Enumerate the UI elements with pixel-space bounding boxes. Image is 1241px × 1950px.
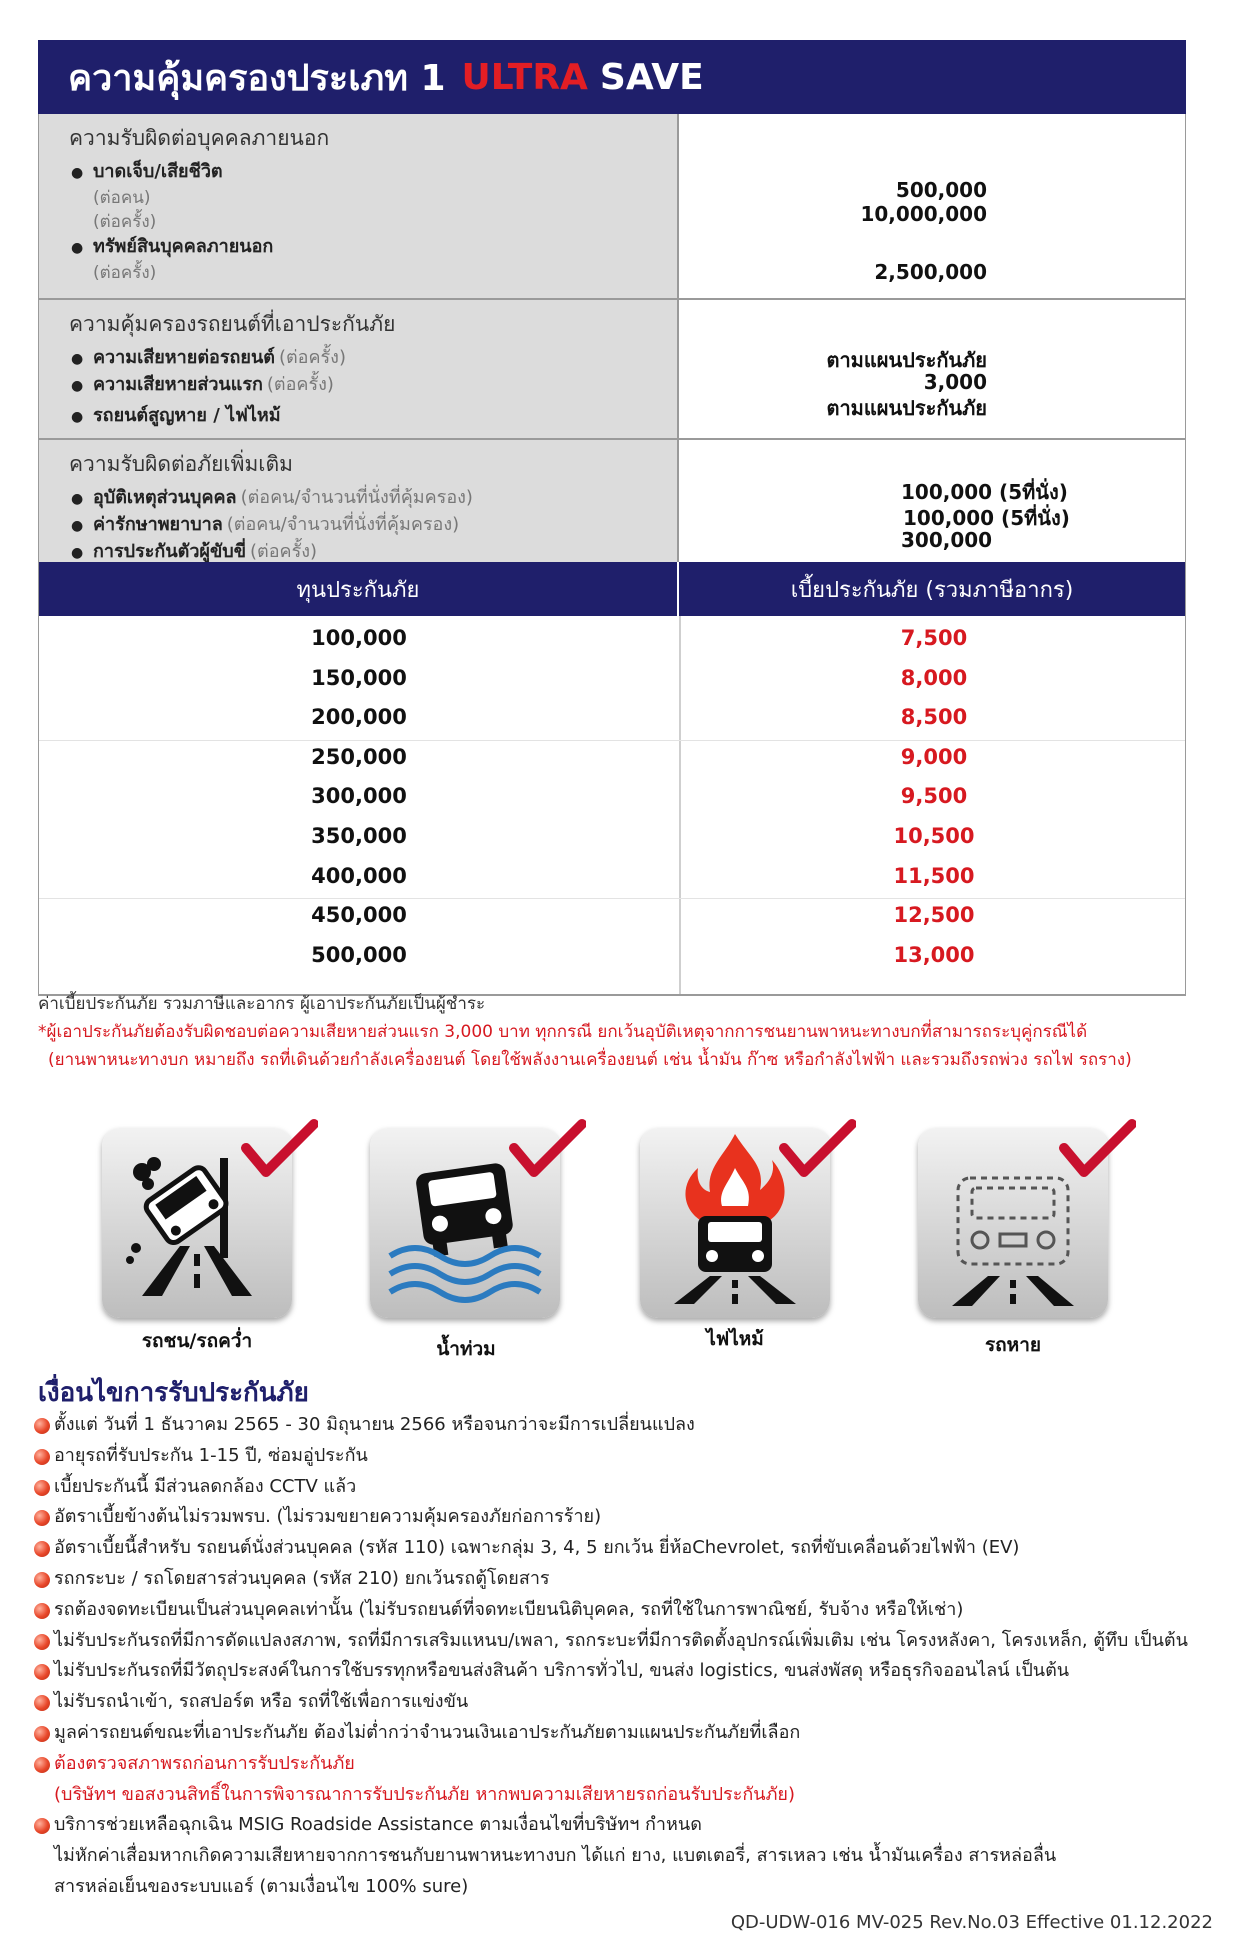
- damage-label: ความเสียหายต่อรถยนต์: [93, 347, 275, 368]
- section-title: ความคุ้มครองรถยนต์ที่เอาประกันภัย: [69, 312, 396, 336]
- premium-cell: 9,500: [900, 784, 968, 809]
- tax-note: ค่าเบี้ยประกันภัย รวมภาษีและอากร ผู้เอาประกันภัยเป็นผู้ชำระ: [38, 994, 486, 1014]
- injury-per-time-value: 10,000,000: [860, 202, 987, 226]
- condition-item: [34, 1595, 1229, 1626]
- sum-insured-cell: 150,000: [311, 665, 407, 690]
- property-label: ทรัพย์สินบุคคลภายนอก: [93, 236, 274, 257]
- sum-insured-cell: 100,000: [311, 626, 407, 650]
- condition-continuation: สารหล่อเย็นของระบบแอร์ (ตามเงื่อนไข 100% sure): [54, 1875, 469, 1897]
- premium-table-header: [39, 562, 1185, 616]
- bullet-icon: ●: [71, 240, 84, 256]
- row-group-divider: [39, 740, 1185, 741]
- premium-cell: 12,500: [893, 903, 975, 928]
- bullet-icon: ●: [71, 491, 84, 507]
- condition-item: [34, 1718, 1229, 1749]
- bullet-icon: ●: [71, 165, 84, 181]
- damage-per: (ต่อครั้ง): [278, 347, 346, 368]
- sum-insured-cell: 350,000: [311, 824, 407, 848]
- premium-cell: 7,500: [900, 626, 968, 650]
- theft-label: รถหาย: [984, 1334, 1042, 1356]
- condition-item: [34, 1656, 1229, 1687]
- condition-text: ตั้งแต่ วันที่ 1 ธันวาคม 2565 - 30 มิถุนายน 2566 หรือจนกว่าจะมีการเปลี่ยนแปลง: [54, 1414, 695, 1435]
- header-save: SAVE: [599, 56, 704, 98]
- premium-cell: 8,500: [900, 705, 968, 730]
- bullet-icon: ●: [71, 545, 84, 561]
- premium-cell: 9,000: [900, 744, 968, 769]
- condition-item: [34, 1810, 1229, 1841]
- condition-item: [34, 1533, 1229, 1564]
- bullet-icon: ●: [71, 351, 84, 367]
- sum-insured-cell: 400,000: [311, 863, 407, 888]
- bullet-icon: [34, 1603, 50, 1619]
- condition-text: เบี้ยประกันนี้ มีส่วนลดกล้อง CCTV แล้ว: [54, 1475, 357, 1497]
- flood-label: น้ำท่วม: [436, 1338, 496, 1360]
- premium-cell: 8,000: [900, 665, 968, 690]
- medical-per: (ต่อคน/จำนวนที่นั่งที่คุ้มครอง): [226, 514, 460, 535]
- condition-text: อายุรถที่รับประกัน 1-15 ปี, ซ่อมอู่ประกัน: [54, 1444, 368, 1466]
- header-title: ความคุ้มครองประเภท 1: [68, 57, 446, 99]
- crash-label: รถชน/รถคว่ำ: [141, 1330, 253, 1352]
- checkmark-icon: [240, 1118, 318, 1180]
- checkmark-icon: [778, 1118, 856, 1180]
- condition-text: มูลค่ารถยนต์ขณะที่เอาประกันภัย ต้องไม่ต่ำกว่าจำนวนเงินเอาประกันภัยตามแผนประกันภัยที่เลือก: [54, 1721, 801, 1743]
- theft-label: รถยนต์สูญหาย / ไฟไหม้: [93, 405, 281, 426]
- pa-per: (ต่อคน/จำนวนที่นั่งที่คุ้มครอง): [240, 487, 473, 508]
- premium-header: เบี้ยประกันภัย (รวมภาษีอากร): [790, 577, 1074, 603]
- checkmark-icon: [508, 1118, 586, 1180]
- bullet-icon: [34, 1572, 50, 1588]
- bullet-icon: [34, 1418, 50, 1434]
- vehicle-note: (ยานพาหนะทางบก หมายถึง รถที่เดินด้วยกำลังเครื่องยนต์ โดยใช้พลังงานเครื่องยนต์ เช่น น้ำมัน ก๊าซ หรือกำลังไฟฟ้า และรวมถึงรถพ่วง รถไฟ รถราง): [48, 1050, 1132, 1070]
- bail-label: การประกันตัวผู้ขับขี่: [93, 541, 247, 562]
- sum-insured-cell: 250,000: [311, 744, 407, 769]
- sum-insured-header: ทุนประกันภัย: [39, 562, 679, 616]
- sum-insured-cell: 300,000: [311, 784, 407, 809]
- condition-text: รถกระบะ / รถโดยสารส่วนบุคคล (รหัส 210) ยกเว้นรถตู้โดยสาร: [54, 1567, 550, 1589]
- bullet-icon: [34, 1695, 50, 1711]
- bullet-icon: [34, 1510, 50, 1526]
- per-person-note: (ต่อคน): [93, 188, 151, 208]
- condition-text: อัตราเบี้ยนี้สำหรับ รถยนต์นั่งส่วนบุคคล (รหัส 110) เฉพาะกลุ่ม 3, 4, 5 ยกเว้น ยี่ห้อChevrolet, รถที่ขับเคลื่อนด้วยไฟฟ้า (EV): [54, 1537, 1020, 1559]
- pa-label: อุบัติเหตุส่วนบุคคล: [93, 487, 237, 508]
- bullet-icon: [34, 1480, 50, 1496]
- bullet-icon: ●: [71, 409, 84, 425]
- injury-per-person-value: 500,000: [895, 178, 987, 202]
- pa-value: 100,000 (5ที่นั่ง): [901, 480, 1068, 504]
- medical-label: ค่ารักษาพยาบาล: [93, 514, 223, 535]
- sum-insured-cell: 500,000: [311, 942, 407, 967]
- bullet-icon: [34, 1818, 50, 1834]
- bullet-icon: [34, 1757, 50, 1773]
- premium-cell: 10,500: [893, 824, 975, 848]
- bullet-icon: [34, 1726, 50, 1742]
- theft-value: ตามแผนประกันภัย: [826, 396, 987, 420]
- condition-item: [34, 1687, 1229, 1718]
- own-damage-section: [39, 300, 1185, 440]
- condition-item: [34, 1472, 1229, 1503]
- notes: [38, 990, 1218, 1074]
- checkmark-icon: [1058, 1118, 1136, 1180]
- conditions-list: [34, 1410, 1229, 1903]
- condition-text: ไม่รับประกันรถที่มีวัตถุประสงค์ในการใช้บรรทุกหรือขนส่งสินค้า บริการทั่วไป, ขนส่ง logistics, ขนส่งพัสดุ หรือธุรกิจออนไลน์ เป็นต้น: [54, 1660, 1070, 1682]
- condition-text: รถต้องจดทะเบียนเป็นส่วนบุคคลเท่านั้น (ไม่รับรถยนต์ที่จดทะเบียนนิติบุคคล, รถที่ใช้ในการพาณิชย์, รับจ้าง หรือให้เช่า): [54, 1598, 964, 1620]
- fire-label: ไฟไหม้: [706, 1328, 764, 1350]
- sum-insured-cell: 450,000: [311, 903, 407, 928]
- premium-cell: 11,500: [893, 863, 975, 888]
- bail-value: 300,000: [901, 528, 993, 552]
- header-ultra: ULTRA: [461, 56, 588, 98]
- bullet-icon: [34, 1449, 50, 1465]
- condition-item: [34, 1502, 1229, 1533]
- condition-continuation: (บริษัทฯ ขอสงวนสิทธิ์ในการพิจารณาการรับประกันภัย หากพบความเสียหายรถก่อนรับประกันภัย): [54, 1783, 796, 1805]
- bullet-icon: [34, 1541, 50, 1557]
- additional-section: [39, 440, 1185, 562]
- property-per-note: (ต่อครั้ง): [93, 263, 157, 283]
- row-group-divider: [39, 898, 1185, 899]
- condition-item: [34, 1441, 1229, 1472]
- medical-value: 100,000 (5ที่นั่ง): [903, 506, 1070, 530]
- sum-insured-cell: 200,000: [311, 705, 407, 730]
- bullet-icon: [34, 1664, 50, 1680]
- premium-table: [38, 562, 1186, 996]
- coverage-table: [38, 114, 1186, 562]
- third-party-section: [39, 114, 1185, 300]
- bail-per: (ต่อครั้ง): [250, 541, 318, 562]
- section-title: ความรับผิดต่อภัยเพิ่มเติม: [69, 452, 293, 476]
- bullet-icon: [34, 1634, 50, 1650]
- page-header: [38, 40, 1186, 114]
- coverage-icons: [0, 1118, 1241, 1358]
- document-code: QD-UDW-016 MV-025 Rev.No.03 Effective 01.12.2022: [730, 1912, 1213, 1933]
- condition-continuation: ไม่หักค่าเสื่อมหากเกิดความเสียหายจากการชนกับยานพาหนะทางบก ได้แก่ ยาง, แบตเตอรี่, สารเหลว เช่น น้ำมันเครื่อง สารหล่อลื่น: [54, 1845, 1057, 1867]
- bullet-icon: ●: [71, 518, 84, 534]
- condition-item: [34, 1749, 1229, 1780]
- condition-text: ต้องตรวจสภาพรถก่อนการรับประกันภัย: [54, 1752, 355, 1774]
- condition-text: อัตราเบี้ยข้างต้นไม่รวมพรบ. (ไม่รวมขยายความคุ้มครองภัยก่อการร้าย): [54, 1506, 602, 1528]
- section-title: ความรับผิดต่อบุคคลภายนอก: [69, 126, 330, 150]
- condition-item: [34, 1564, 1229, 1595]
- deductible-label: ความเสียหายส่วนแรก: [93, 374, 263, 395]
- deductible-per: (ต่อครั้ง): [266, 374, 334, 395]
- deductible-value: 3,000: [923, 370, 987, 394]
- condition-item: [34, 1626, 1229, 1657]
- injury-label: บาดเจ็บ/เสียชีวิต: [93, 161, 223, 182]
- condition-text: ไม่รับรถนำเข้า, รถสปอร์ต หรือ รถที่ใช้เพื่อการแข่งขัน: [54, 1691, 469, 1713]
- bullet-icon: ●: [71, 378, 84, 394]
- condition-item: [34, 1410, 1229, 1441]
- premium-cell: 13,000: [893, 942, 975, 967]
- conditions-title: เงื่อนไขการรับประกันภัย: [38, 1378, 309, 1408]
- deductible-note: *ผู้เอาประกันภัยต้องรับผิดชอบต่อความเสียหายส่วนแรก 3,000 บาท ทุกกรณี ยกเว้นอุบัติเหตุจากการชนยานพาหนะทางบกที่สามารถระบุคู่กรณีได้: [38, 1022, 1088, 1042]
- damage-value: ตามแผนประกันภัย: [826, 348, 987, 372]
- per-time-note: (ต่อครั้ง): [93, 212, 157, 232]
- premium-table-body: [39, 616, 1185, 994]
- condition-text: ไม่รับประกันรถที่มีการดัดแปลงสภาพ, รถที่มีการเสริมแหนบ/เพลา, รถกระบะที่มีการติดตั้งอุปกรณ์เพิ่มเติม เช่น โครงหลังคา, โครงเหล็ก, ตู้ทึบ เป็นต้น: [54, 1629, 1188, 1651]
- property-value: 2,500,000: [874, 260, 987, 284]
- condition-text: บริการช่วยเหลือฉุกเฉิน MSIG Roadside Assistance ตามเงื่อนไขที่บริษัทฯ กำหนด: [54, 1814, 702, 1836]
